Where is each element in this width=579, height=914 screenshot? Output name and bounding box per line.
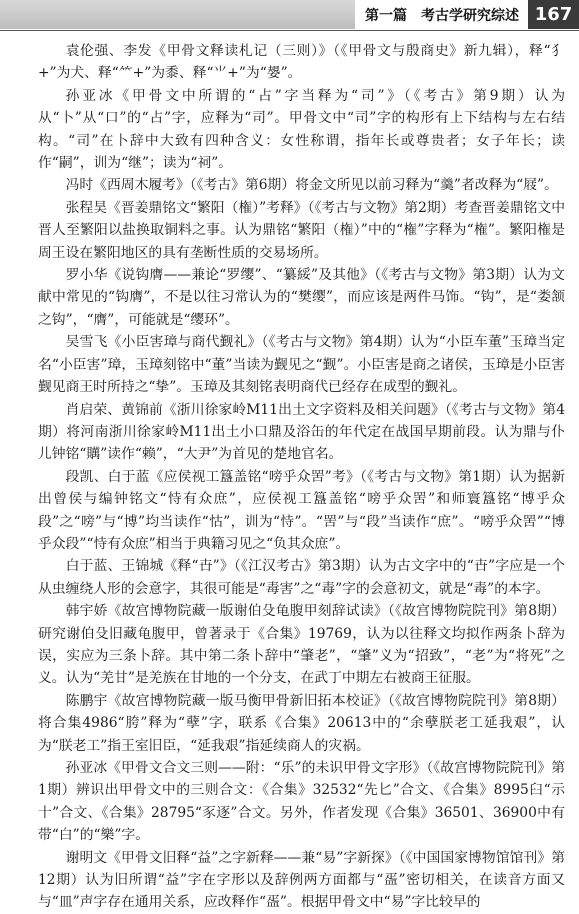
entry-paragraph: 吴雪飞《小臣害璋与商代觐礼》（《考古与文物》第4期）认为“小臣车董”玉璋当定名“小臣害”璋，玉璋刻铭中“董”当读为觐见之“觐”。小臣害是商之诸侯，玉璋是小臣害觐见商王时所持之“挚”。玉璋及其刻铭表明商代已经存在成型的觐礼。 xyxy=(38,334,565,396)
entry-paragraph: 段凯、白于蓝《应侯视工簋盖铭“嗙乎众罟”考》（《考古与文物》第1期）认为据新出曾侯与编钟铭文“恃有众庶”，应侯视工簋盖铭“嗙乎众罟”和师寰簋铭“博乎众段”之“嗙”与“博”均当读作“怙”，训为“恃”。“罟”与“段”当读作“庶”。“嗙乎众罟”“博乎众段”“恃有众庶”相当于典籍习见之“负其众庶”。 xyxy=(38,468,565,552)
entry-paragraph: 陈鹏宇《故宫博物院藏一版马衡甲骨新旧拓本校证》（《故宫博物院院刊》第8期）将合集4986“胯”释为“孽”字，联系《合集》20613中的“余孽朕老工延我艰”，认为“朕老工”指王室旧臣，“延我艰”指延续商人的灾祸。 xyxy=(38,692,565,754)
entry-paragraph: 肖启荣、黄锦前《浙川徐家岭M11出土文字资料及相关问题》（《考古与文物》第4期）将河南浙川徐家岭M11出土小口鼎及浴缶的年代定在战国早期前段。认为鼎与仆儿钟铭“贎”读作“赖”，“大尹”为首见的楚地官名。 xyxy=(38,401,565,463)
running-title xyxy=(365,5,519,25)
entry-paragraph: 袁伦强、李发《甲骨文释读札记（三则）》（《甲骨文与殷商史》新九辑），释“犭+”为犬、释“⺮+”为黍、释“⺌+”为“嫢”。 xyxy=(38,43,565,82)
entry-paragraph: 冯时《西周木履考》（《考古》第6期）将金文所见以前习释为“羹”者改释为“屐”。 xyxy=(65,177,558,194)
entry-paragraph: 谢明文《甲骨文旧释“益”之字新释——兼“易”字新探》（《中国国家博物馆馆刊》第12期）认为旧所谓“益”字在字形以及辞例两方面都与“㿿”密切相关，在读音方面又与“皿”声字存在通用关系，应改释作“㿿”。根据甲骨文中“易”字比较早的 xyxy=(38,849,565,911)
entry-paragraph: 孙亚冰《甲骨文中所谓的“占”字当释为“司”》（《考古》第9期）认为从“卜”从“口”的“占”字，应释为“司”。甲骨文中“司”字的构形有上下结构与左右结构。“司”在卜辞中大致有四种含义：女性称谓，指年长或尊贵者；女子年长；读作“嗣”，训为“继”；读为“祠”。 xyxy=(38,87,565,172)
entry-paragraph: 张程昊《晋姜鼎铭文“繁阳（権）”考释》（《考古与文物》第2期）考查晋姜鼎铭文中晋人至繁阳以盐换取铜料之事。认为鼎铭“繁阳（権）”中的“権”字释为“権”。繁阳権是周王设在繁阳地区的具有垄断性质的交易场所。 xyxy=(38,199,565,261)
entry-paragraph: 孙亚冰《甲骨文合文三则——附：“乐”的未识甲骨文字形》（《故宫博物院院刊》第1期）辨识出甲骨文中的三则合文：《合集》32532“先匕”合文、《合集》8995臼“示十”合文、《合集》28795“豕逐”合文。另外，作者发现《合集》36501、36900中有带“白”的“樂”字。 xyxy=(38,760,565,844)
section-title: 考古学研究综述 xyxy=(421,8,519,24)
entry-paragraph: 白于蓝、王锦城《释“卋”》（《江汉考古》第3期）认为古文字中的“卋”字应是一个从虫缠绕人形的会意字，其很可能是“毒害”之“毒”字的会意初文，就是“毒”的本字。 xyxy=(38,558,565,597)
page-header xyxy=(0,0,579,31)
body-text xyxy=(38,40,565,914)
entry-paragraph: 韩宇娇《故宫博物院藏一版谢伯殳龟腹甲刻辞试读》（《故宫博物院院刊》第8期）研究谢伯殳旧藏龟腹甲，曾著录于《合集》19769，认为以往释文均拟作两条卜辞为误，实应为三条卜辞。其中第二条卜辞中“肇老”，“肇”义为“招致”，“老”为“将死”之义。认为“羌甘”是羌族在甘地的一个分支，在武丁中期左右被商王征服。 xyxy=(38,603,565,687)
header-bar xyxy=(0,0,355,29)
page-number: 167 xyxy=(528,0,579,29)
part-label: 第一篇 xyxy=(365,8,407,24)
entry-paragraph: 罗小华《说钩膺——兼论“罗缨”、“纂綏”及其他》（《考古与文物》第3期）认为文献中常见的“钩膺”，不是以往习常认为的“樊缨”，而应该是两件马饰。“钩”，是“娄颔之钩”，“膺”，可能就是“缨环”。 xyxy=(38,267,565,328)
